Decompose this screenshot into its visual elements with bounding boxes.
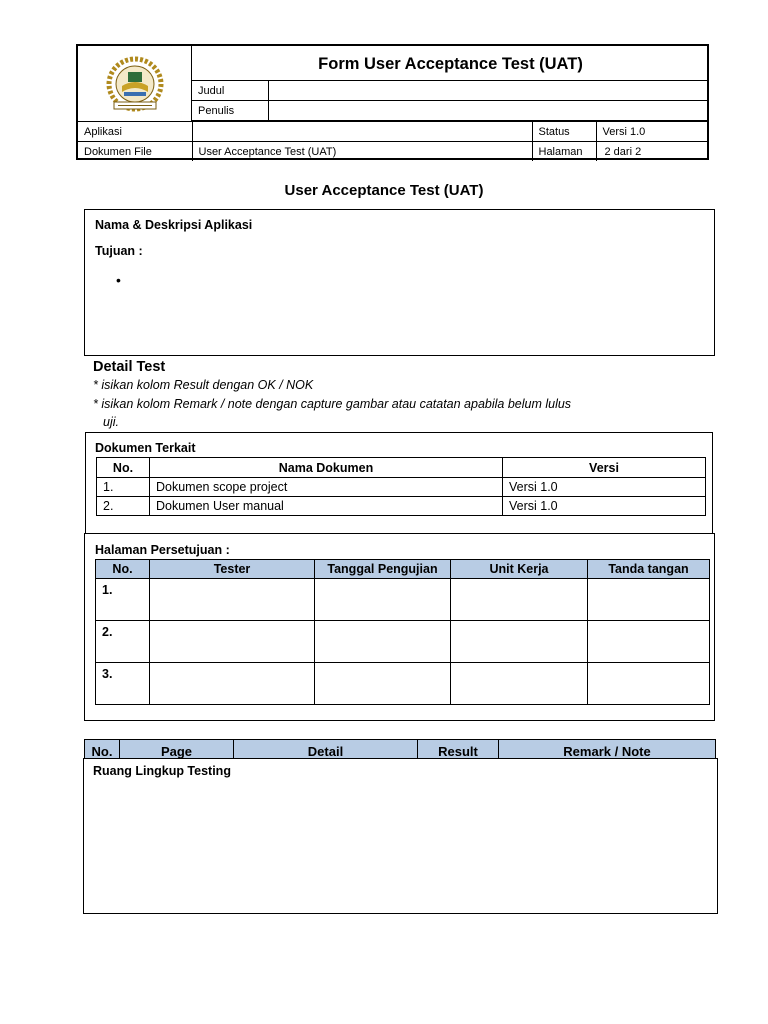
- table-row: [96, 663, 710, 705]
- document-title: User Acceptance Test (UAT): [284, 182, 484, 199]
- table-row: [96, 579, 710, 621]
- header-grid: [192, 81, 709, 121]
- penulis-label: Penulis: [192, 101, 268, 121]
- dokumen-file-label: Dokumen File: [78, 142, 192, 162]
- ruang-lingkup-box[interactable]: [83, 758, 718, 914]
- col-detail: Detail: [234, 740, 418, 760]
- col-unit-kerja: Unit Kerja: [451, 560, 588, 579]
- row-versi: Versi 1.0: [503, 497, 706, 516]
- tester-cell[interactable]: [150, 663, 315, 705]
- col-tanggal: Tanggal Pengujian: [315, 560, 451, 579]
- bullet-item[interactable]: •: [116, 272, 121, 288]
- tanggal-cell[interactable]: [315, 579, 451, 621]
- col-no: No.: [85, 740, 120, 760]
- row-versi: Versi 1.0: [503, 478, 706, 497]
- table-row: [97, 497, 706, 516]
- aplikasi-field[interactable]: [192, 122, 532, 142]
- persetujuan-table: [95, 559, 710, 705]
- col-result: Result: [418, 740, 499, 760]
- dokumen-terkait-box: [85, 432, 713, 534]
- row-no: 1.: [96, 579, 150, 621]
- tanggal-cell[interactable]: [315, 663, 451, 705]
- tester-cell[interactable]: [150, 579, 315, 621]
- table-row: [97, 478, 706, 497]
- row-no: 2.: [97, 497, 150, 516]
- row-no: 2.: [96, 621, 150, 663]
- tujuan-label: Tujuan :: [95, 244, 143, 258]
- col-remark: Remark / Note: [499, 740, 716, 760]
- col-versi: Versi: [503, 458, 706, 478]
- detail-note-remark: * isikan kolom Remark / note dengan capture gambar atau catatan apabila belum lulus: [93, 397, 572, 411]
- halaman-label: Halaman: [532, 142, 596, 162]
- dokumen-terkait-title: Dokumen Terkait: [95, 441, 196, 455]
- col-no: No.: [97, 458, 150, 478]
- row-no: 3.: [96, 663, 150, 705]
- penulis-field[interactable]: [268, 101, 709, 121]
- detail-note-remark-cont: uji.: [103, 415, 119, 429]
- row-nama: Dokumen User manual: [150, 497, 503, 516]
- status-value: Versi 1.0: [596, 122, 709, 142]
- unit-kerja-cell[interactable]: [451, 621, 588, 663]
- status-label: Status: [532, 122, 596, 142]
- halaman-value: 2 dari 2: [596, 142, 709, 162]
- app-description-box: [84, 209, 715, 356]
- tanda-tangan-cell[interactable]: [588, 621, 710, 663]
- aplikasi-label: Aplikasi: [78, 122, 192, 142]
- col-no: No.: [96, 560, 150, 579]
- tester-cell[interactable]: [150, 621, 315, 663]
- col-page: Page: [120, 740, 234, 760]
- tanda-tangan-cell[interactable]: [588, 579, 710, 621]
- dokumen-terkait-table: [96, 457, 706, 516]
- test-table-header: [84, 739, 716, 760]
- judul-field[interactable]: [268, 81, 709, 101]
- judul-label: Judul: [192, 81, 268, 101]
- row-no: 1.: [97, 478, 150, 497]
- tanggal-cell[interactable]: [315, 621, 451, 663]
- persetujuan-box: [84, 533, 715, 721]
- form-title: Form User Acceptance Test (UAT): [192, 46, 709, 81]
- ruang-lingkup-title: Ruang Lingkup Testing: [93, 764, 231, 778]
- emblem-logo-icon: [100, 54, 170, 116]
- logo-cell: [78, 46, 192, 121]
- table-row: [96, 621, 710, 663]
- app-section-title: Nama & Deskripsi Aplikasi: [95, 218, 253, 232]
- detail-test-heading: Detail Test: [93, 359, 166, 375]
- header-grid-bottom: [78, 121, 709, 161]
- persetujuan-title: Halaman Persetujuan :: [95, 543, 230, 557]
- header-form: [76, 44, 709, 160]
- unit-kerja-cell[interactable]: [451, 663, 588, 705]
- row-nama: Dokumen scope project: [150, 478, 503, 497]
- dokumen-file-value: User Acceptance Test (UAT): [192, 142, 532, 162]
- tanda-tangan-cell[interactable]: [588, 663, 710, 705]
- col-tanda-tangan: Tanda tangan: [588, 560, 710, 579]
- unit-kerja-cell[interactable]: [451, 579, 588, 621]
- detail-note-result: * isikan kolom Result dengan OK / NOK: [93, 378, 314, 392]
- col-nama-dokumen: Nama Dokumen: [150, 458, 503, 478]
- col-tester: Tester: [150, 560, 315, 579]
